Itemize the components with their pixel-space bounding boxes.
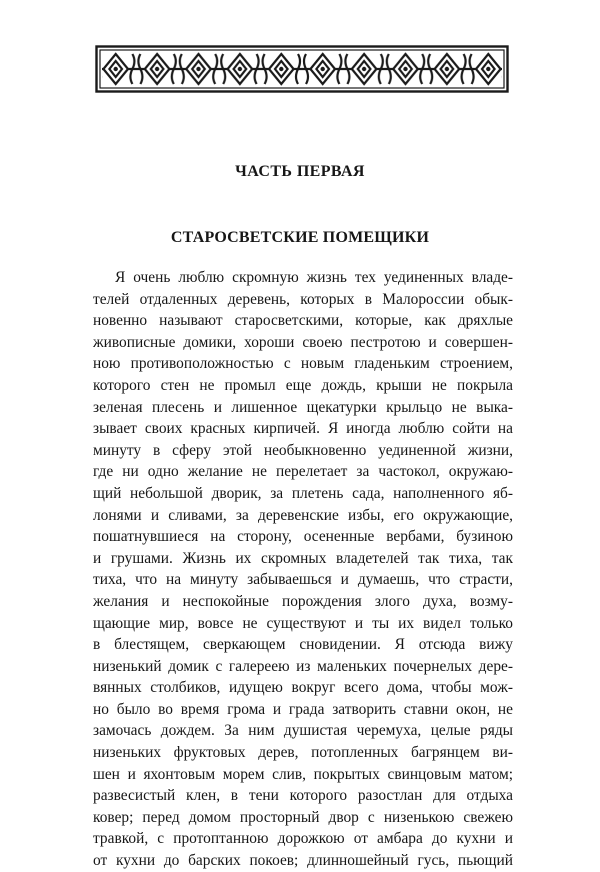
text-line: которого стен не промыл еще дождь, крыши не покрыла	[93, 376, 513, 394]
text-line: низеньких фруктовых дерев, потопленных багрянцем ви-	[93, 744, 513, 762]
body-text	[93, 267, 513, 872]
text-line: травкой, с протоптанною дорожкою от амбара до кухни и	[93, 830, 513, 848]
text-line: ковер; перед домом просторный двор с низенькою свежею	[93, 808, 513, 826]
text-line: и грушами. Жизнь их скромных владетелей так тиха, так	[93, 549, 513, 567]
chapter-title: СТАРОСВЕТСКИЕ ПОМЕЩИКИ	[170, 229, 430, 246]
text-line: но было во время грома и града затворить ставни окон, не	[93, 700, 513, 718]
text-line: живописные домики, хороши своею пестротою и совершен-	[93, 333, 513, 351]
text-line: низенький домик с галереею из маленьких почернелых дере-	[93, 657, 513, 675]
text-line: телей отдаленных деревень, которых в Малороссии обык-	[93, 290, 513, 308]
text-line: тиха, что на минуту забываешься и думаешь, что страсти,	[93, 571, 513, 589]
text-line: где ни одно желание не перелетает за частокол, окружаю-	[93, 463, 513, 481]
text-line: лонями и сливами, за деревенские избы, его окружающие,	[93, 506, 513, 524]
text-line: развесистый клен, в тени которого разостлан для отдыха	[93, 787, 513, 805]
text-line: шен и яхонтовым морем слив, покрытых свинцовым матом;	[93, 765, 513, 783]
text-line: от кухни до барских покоев; длинношейный гусь, пьющий	[93, 852, 513, 870]
text-line: щающие мир, вовсе не существуют и ты их видел только	[93, 614, 513, 632]
text-line: зеленая плесень и лишенное щекатурки крыльцо не выка-	[93, 398, 513, 416]
text-line: минуту в сферу этой необыкновенно уединенной жизни,	[93, 441, 513, 459]
text-line: замочась дождем. За ним душистая черемуха, целые ряды	[93, 722, 513, 740]
text-line: зывает своих красных кирпичей. Я иногда люблю сойти на	[93, 420, 513, 438]
decorative-ornament-band	[95, 45, 509, 93]
text-line: в блестящем, сверкающем сновидении. Я отсюда вижу	[93, 636, 513, 654]
part-title: ЧАСТЬ ПЕРВАЯ	[235, 163, 365, 180]
text-line: новенно называют старосветскими, которые, как дряхлые	[93, 312, 513, 330]
text-line: пошатнувшиеся на сторону, осененные вербами, бузиною	[93, 528, 513, 546]
text-line: желания и неспокойные порождения злого духа, возму-	[93, 592, 513, 610]
text-line: Я очень люблю скромную жизнь тех уединенных владе-	[115, 269, 513, 286]
text-line: щий небольшой дворик, за плетень сада, наполненного яб-	[93, 484, 513, 502]
text-line: вянных столбиков, идущею вокруг всего дома, чтобы мож-	[93, 679, 513, 697]
text-line: ною противоположностью с новым гладеньким строением,	[93, 355, 513, 373]
